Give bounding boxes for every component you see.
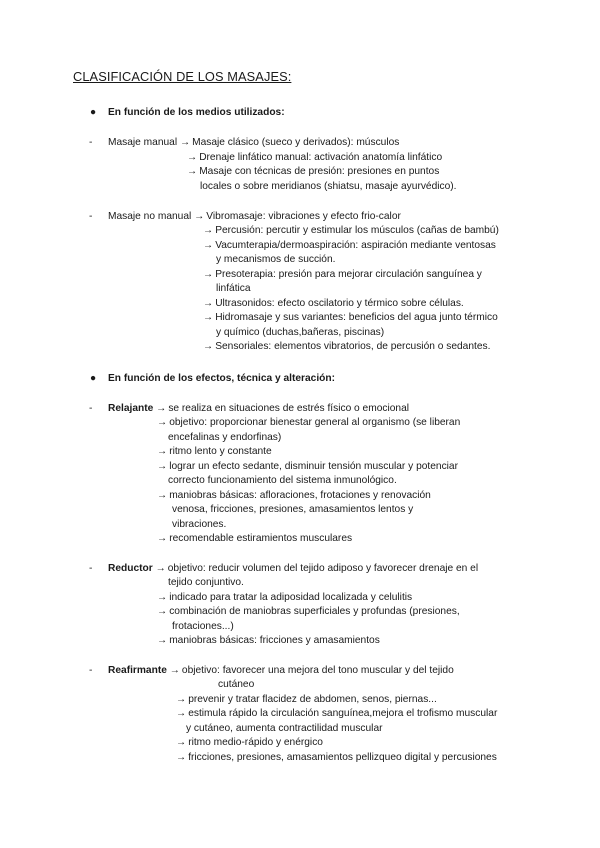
bullet-icon: ●: [90, 373, 97, 384]
list-dash: -: [89, 563, 93, 574]
list-item: → estimula rápido la circulación sanguínea,mejora el trofismo muscular: [176, 708, 498, 719]
arrow-icon: →: [156, 403, 167, 414]
list-item: → lograr un efecto sedante, disminuir tensión muscular y potenciar: [157, 461, 458, 472]
list-item: → prevenir y tratar flacidez de abdomen, senos, piernas...: [176, 694, 437, 705]
list-item: Masaje manual → Masaje clásico (sueco y derivados): músculos: [108, 137, 400, 148]
arrow-icon: →: [157, 490, 168, 501]
arrow-icon: →: [157, 533, 168, 544]
bullet-icon: ●: [90, 107, 97, 118]
list-item: → Vacumterapia/dermoaspiración: aspiración mediante ventosas: [203, 240, 496, 251]
list-item: → ritmo lento y constante: [157, 446, 272, 457]
arrow-icon: →: [157, 461, 168, 472]
list-dash: -: [89, 137, 93, 148]
list-item: linfática: [216, 283, 251, 294]
list-item: Reductor → objetivo: reducir volumen del tejido adiposo y favorecer drenaje en el: [108, 563, 479, 574]
arrow-icon: →: [203, 298, 214, 309]
list-item: → fricciones, presiones, amasamientos pellizqueo digital y percusiones: [176, 752, 497, 763]
arrow-icon: →: [169, 665, 180, 676]
arrow-icon: →: [179, 137, 191, 148]
list-item: → objetivo: proporcionar bienestar general al organismo (se liberan: [157, 417, 461, 428]
arrow-icon: →: [187, 166, 198, 177]
list-item: → maniobras básicas: fricciones y amasamientos: [157, 635, 380, 646]
list-item: → Ultrasonidos: efecto oscilatorio y térmico sobre células.: [203, 298, 464, 309]
item-label: Masaje no manual: [108, 211, 192, 222]
list-dash: -: [89, 211, 93, 222]
arrow-icon: →: [203, 240, 214, 251]
arrow-icon: →: [157, 635, 168, 646]
arrow-icon: →: [203, 312, 214, 323]
arrow-icon: →: [203, 269, 214, 280]
arrow-icon: →: [157, 417, 168, 428]
list-item: venosa, fricciones, presiones, amasamientos lentos y: [172, 504, 414, 515]
list-item: Reafirmante → objetivo: favorecer una mejora del tono muscular y del tejido: [108, 665, 454, 676]
list-item: encefalinas y endorfinas): [168, 432, 282, 443]
list-item: → Percusión: percutir y estimular los músculos (cañas de bambú): [203, 225, 499, 236]
arrow-icon: →: [155, 563, 166, 574]
arrow-icon: →: [176, 708, 187, 719]
list-item: → Masaje con técnicas de presión: presiones en puntos: [187, 166, 440, 177]
list-dash: -: [89, 403, 93, 414]
item-label: Reafirmante: [108, 665, 167, 676]
list-item: y cutáneo, aumenta contractilidad muscular: [186, 723, 383, 734]
page-title: CLASIFICACIÓN DE LOS MASAJES:: [73, 69, 292, 84]
section-heading-efectos: ● En función de los efectos, técnica y alteración:: [90, 372, 335, 386]
list-item: tejido conjuntivo.: [168, 577, 244, 588]
arrow-icon: →: [187, 152, 198, 163]
list-item: cutáneo: [218, 679, 255, 690]
arrow-icon: →: [194, 211, 205, 222]
list-item: → Hidromasaje y sus variantes: beneficios del agua junto térmico: [203, 312, 498, 323]
list-item: → Presoterapia: presión para mejorar circulación sanguínea y: [203, 269, 482, 280]
list-item: → Drenaje linfático manual: activación anatomía linfático: [187, 152, 443, 163]
list-item: y químico (duchas,bañeras, piscinas): [216, 327, 385, 338]
list-item: Relajante → se realiza en situaciones de estrés físico o emocional: [108, 403, 409, 414]
list-item: y mecanismos de succión.: [216, 254, 336, 265]
item-label: Reductor: [108, 563, 153, 574]
arrow-icon: →: [176, 737, 187, 748]
list-item: → combinación de maniobras superficiales y profundas (presiones,: [157, 606, 460, 617]
arrow-icon: →: [157, 592, 168, 603]
list-item: → recomendable estiramientos musculares: [157, 533, 353, 544]
list-item: Masaje no manual → Vibromasaje: vibraciones y efecto frio-calor: [108, 211, 401, 222]
list-item: → ritmo medio-rápido y enérgico: [176, 737, 323, 748]
arrow-icon: →: [157, 606, 168, 617]
arrow-icon: →: [203, 225, 214, 236]
arrow-icon: →: [157, 446, 168, 457]
list-item: → indicado para tratar la adiposidad localizada y celulitis: [157, 592, 413, 603]
list-item: correcto funcionamiento del sistema inmunológico.: [168, 475, 397, 486]
list-item: vibraciones.: [172, 519, 227, 530]
list-dash: -: [89, 665, 93, 676]
item-label: Relajante: [108, 403, 154, 414]
section-heading-medios: ● En función de los medios utilizados:: [90, 106, 285, 120]
arrow-icon: →: [203, 341, 214, 352]
list-item: frotaciones...): [172, 621, 234, 632]
list-item: → maniobras básicas: afloraciones, frotaciones y renovación: [157, 490, 431, 501]
list-item: → Sensoriales: elementos vibratorios, de percusión o sedantes.: [203, 341, 491, 352]
arrow-icon: →: [176, 752, 187, 763]
item-label: Masaje manual: [108, 137, 178, 148]
arrow-icon: →: [176, 694, 187, 705]
list-item: locales o sobre meridianos (shiatsu, masaje ayurvédico).: [200, 181, 457, 192]
